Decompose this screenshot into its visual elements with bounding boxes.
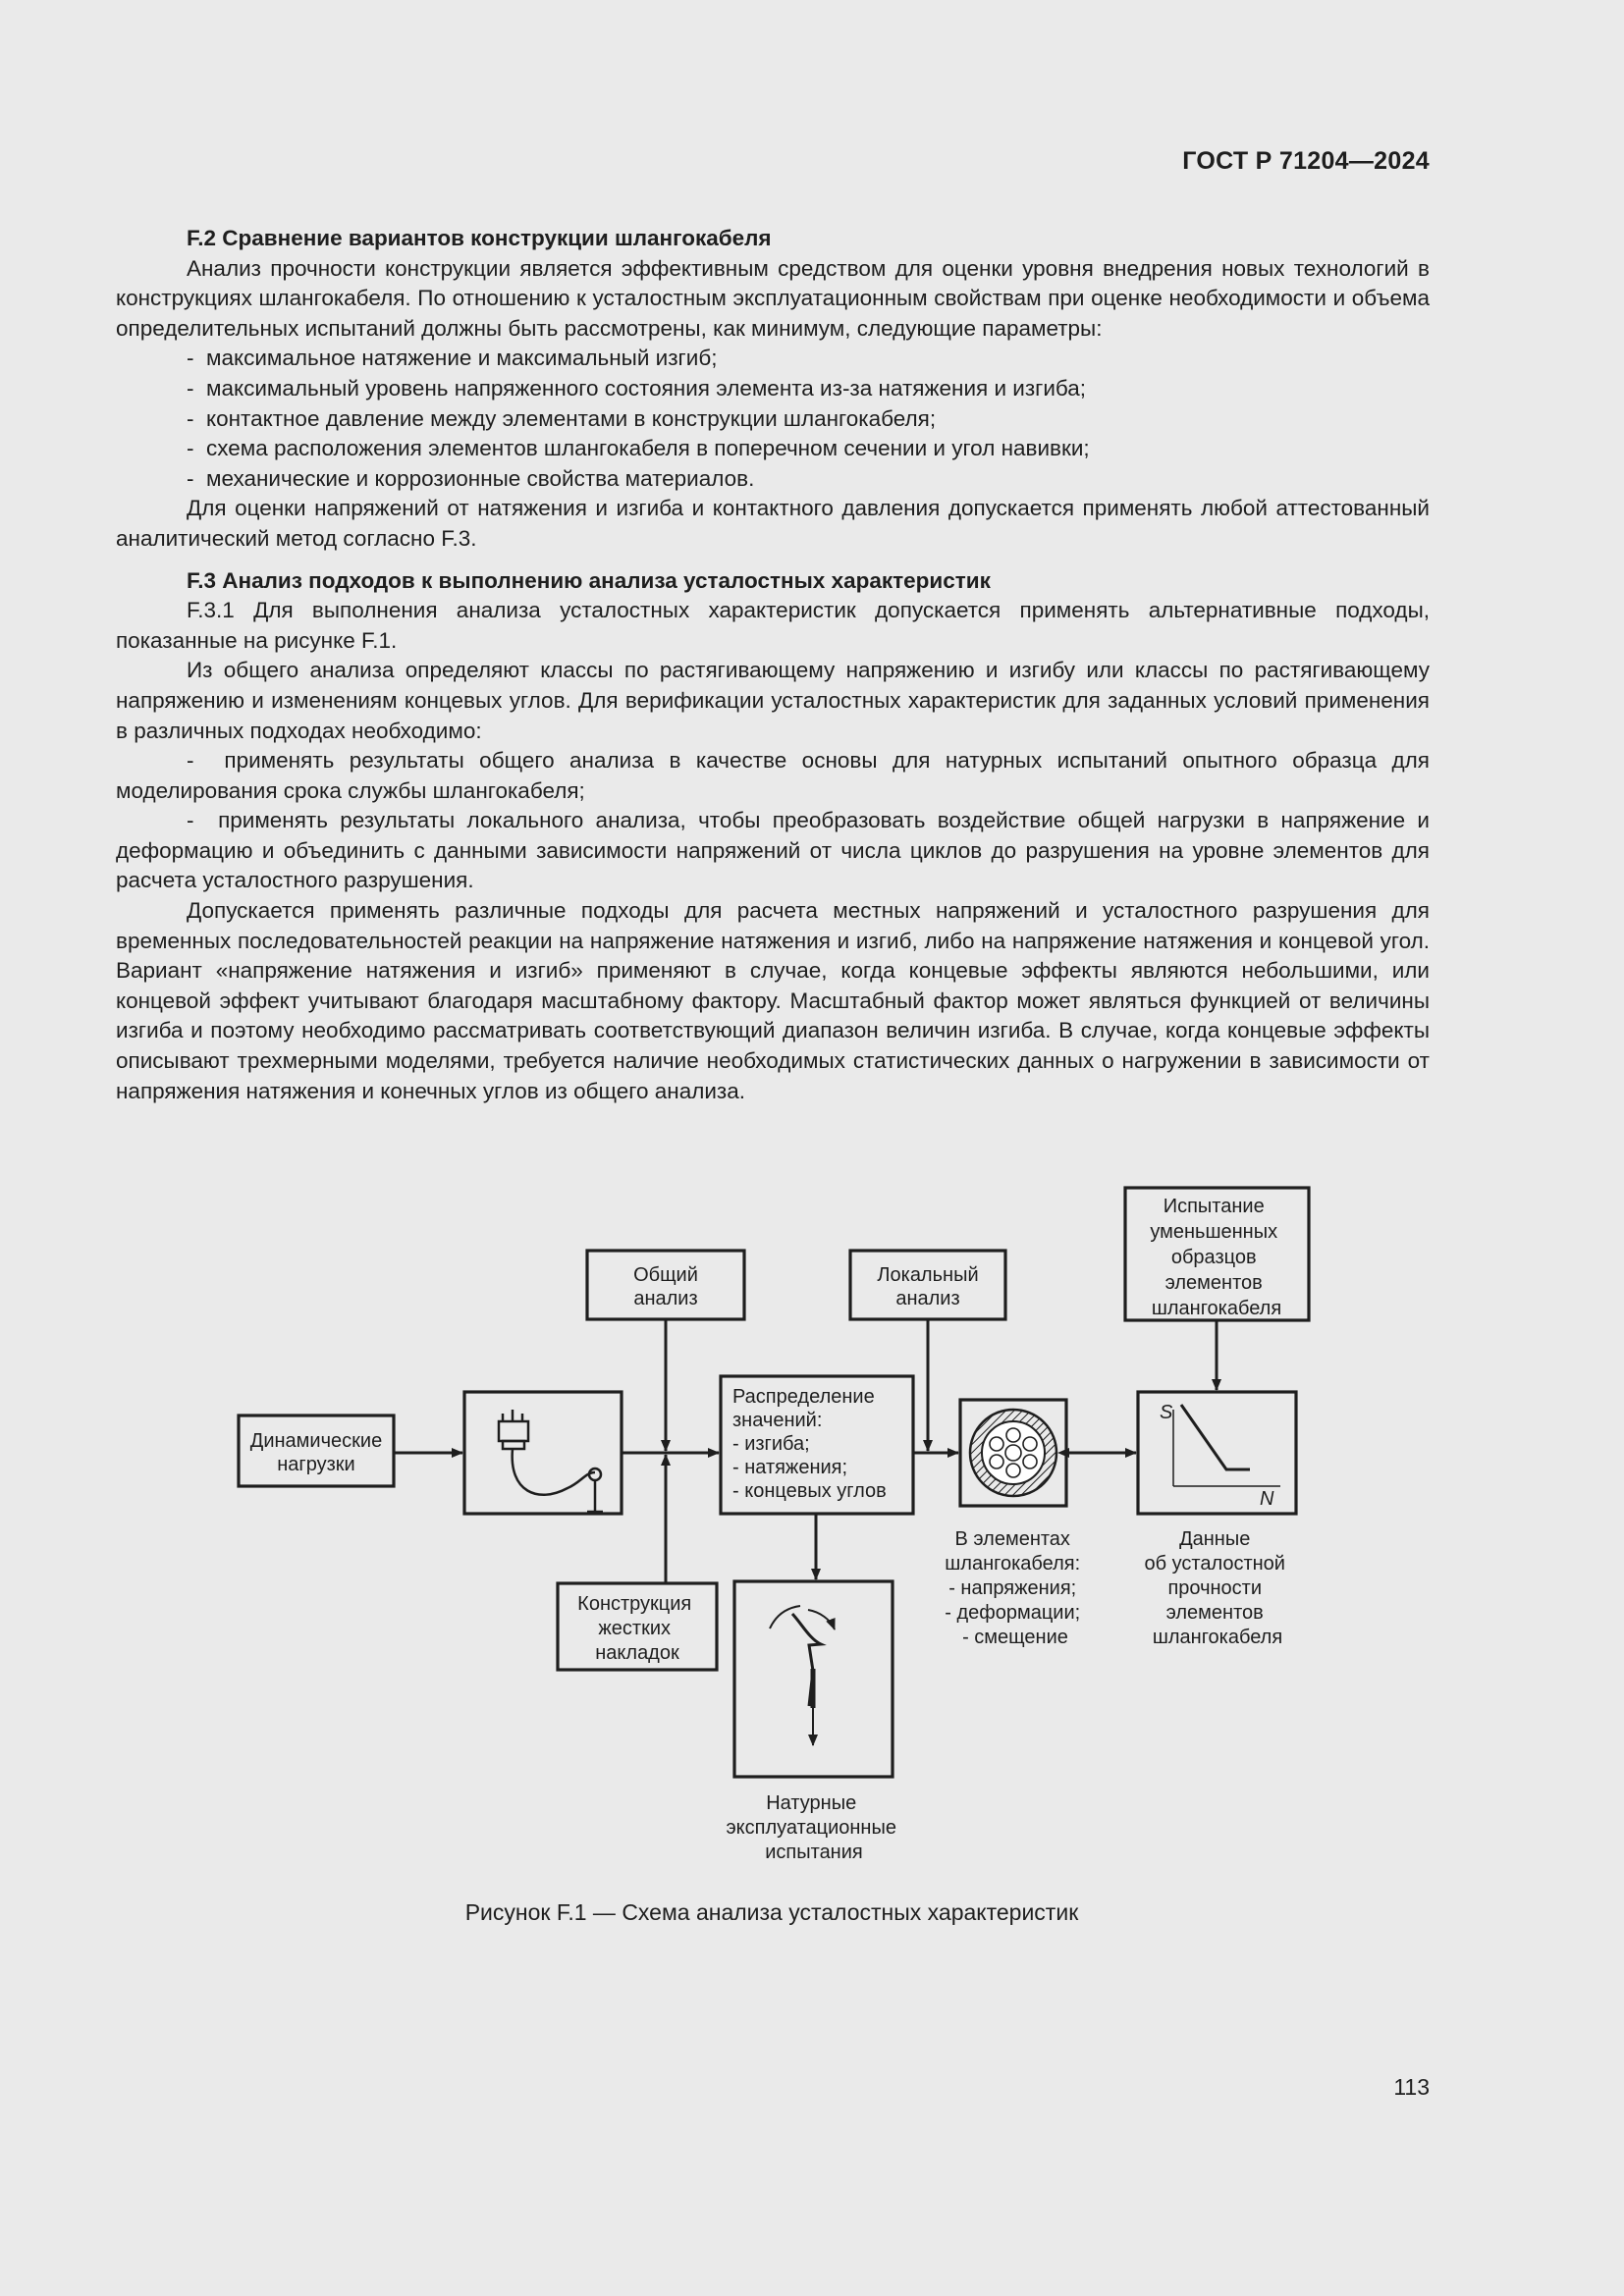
- section-f2-intro: Анализ прочности конструкции является эффективным средством для оценки уровня внедрения новых технологий в конструкциях шлангокабеля. По отношению к усталостным эксплуатационным свойствам при оценке необходимости и объема определительных испытаний должны быть рассмотрены, как минимум, следующие параметры:: [116, 255, 1430, 341]
- local-analysis-label: Локальный анализ: [877, 1264, 979, 1309]
- offshore-riser-icon: [499, 1410, 603, 1512]
- sn-curve-icon: [1173, 1405, 1280, 1486]
- parameter-list: [116, 344, 1430, 494]
- element-results-label: В элементах шлангокабеля: - напряжения; - деформации; - смещение: [945, 1528, 1081, 1648]
- section-f3-bullet-2: - применять результаты локального анализа, чтобы преобразовать воздействие общей нагрузки в напряжение и деформацию и объединить с данными зависимости напряжений от числа циклов до разрушения на уровне элементов для расчета усталостного разрушения.: [116, 806, 1430, 896]
- page-number: 113: [1393, 2074, 1430, 2100]
- section-f3-paragraph-1: F.3.1 Для выполнения анализа усталостных характеристик допускается применять альтернативные подходы, показанные на рисунке F.1.: [116, 598, 1430, 653]
- figure-caption: Рисунок F.1 — Схема анализа усталостных характеристик: [464, 1899, 1079, 1925]
- fatigue-data-label: Данные об усталостной прочности элементов шлангокабеля: [1144, 1528, 1285, 1648]
- distribution-label: Распределение значений: - изгиба; - натяжения; - концевых углов: [732, 1386, 887, 1502]
- stiffener-design-label: Конструкция жестких накладок: [577, 1593, 692, 1664]
- section-f3-bullet-1: - применять результаты общего анализа в качестве основы для натурных испытаний опытного образца для моделирования срока службы шлангокабеля;: [116, 746, 1430, 806]
- page-body: [116, 224, 1430, 1106]
- document-id-header: ГОСТ Р 71204—2024: [1182, 147, 1430, 175]
- list-item: - максимальное натяжение и максимальный изгиб;: [116, 344, 1430, 374]
- section-f2-closing: Для оценки напряжений от натяжения и изгиба и контактного давления допускается применять любой аттестованный аналитический метод согласно F.3.: [116, 496, 1430, 551]
- cable-cross-section-icon: [970, 1410, 1056, 1496]
- reduced-tests-label: Испытание уменьшенных образцов элементов шлангокабеля: [1150, 1196, 1282, 1319]
- dynamic-loads-label: Динамические нагрузки: [249, 1430, 383, 1475]
- list-item: - контактное давление между элементами в конструкции шлангокабеля;: [116, 404, 1430, 435]
- sn-axis-s-label: S: [1160, 1402, 1173, 1423]
- section-f3-heading: F.3 Анализ подходов к выполнению анализа усталостных характеристик: [187, 567, 991, 593]
- fatigue-analysis-diagram: [0, 1168, 1624, 1895]
- list-item: - механические и коррозионные свойства материалов.: [116, 464, 1430, 495]
- sn-axis-n-label: N: [1260, 1488, 1274, 1510]
- section-f3-paragraph-2: Из общего анализа определяют классы по растягивающему напряжению и изгибу или классы по растягивающему напряжению и изменениям концевых углов. Для верификации усталостных характеристик для заданных условий применения в различных подходах необходимо:: [116, 658, 1430, 743]
- section-f2-heading: F.2 Сравнение вариантов конструкции шлангокабеля: [187, 226, 772, 250]
- fullscale-tests-label: Натурные эксплуатационные испытания: [726, 1792, 896, 1863]
- section-f3-paragraph-3: Допускается применять различные подходы для расчета местных напряжений и усталостного разрушения для временных последовательностей реакции на напряжение натяжения и изгиб, либо на напряжение натяжения и концевой угол. Вариант «напряжение натяжения и изгиб» применяют в случае, когда концевые эффекты являются небольшими, или концевой эффект учитывают благодаря масштабному фактору. Масштабный фактор может являться функцией от величины изгиба и поэтому необходимо рассматривать соответствующий диапазон величин изгиба. В случае, когда концевые эффекты описывают трехмерными моделями, требуется наличие необходимых статистических данных о нагружении в зависимости от напряжения натяжения и конечных углов из общего анализа.: [116, 898, 1430, 1103]
- global-analysis-label: Общий анализ: [633, 1264, 698, 1309]
- list-item: - максимальный уровень напряженного состояния элемента из-за натяжения и изгиба;: [116, 374, 1430, 404]
- bend-stiffener-test-icon: [770, 1606, 835, 1745]
- list-item: - схема расположения элементов шлангокабеля в поперечном сечении и угол навивки;: [116, 434, 1430, 464]
